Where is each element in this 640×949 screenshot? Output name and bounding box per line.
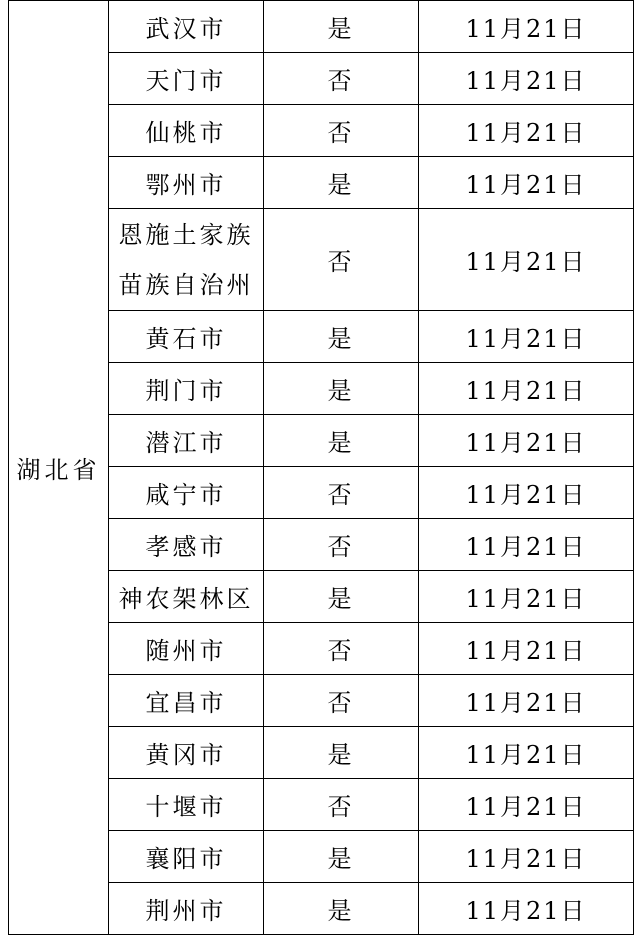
date-cell: 11月21日 [419, 571, 634, 623]
city-cell: 十堰市 [109, 779, 264, 831]
province-cell: 湖北省 [9, 1, 109, 935]
flag-cell: 否 [264, 53, 419, 105]
date-cell: 11月21日 [419, 1, 634, 53]
city-line-1: 恩施土家族 [118, 220, 254, 249]
date-cell: 11月21日 [419, 105, 634, 157]
table-row [9, 1, 634, 53]
flag-cell: 否 [264, 623, 419, 675]
date-cell: 11月21日 [419, 623, 634, 675]
flag-cell: 是 [264, 363, 419, 415]
city-cell: 黄冈市 [109, 727, 264, 779]
date-cell: 11月21日 [419, 883, 634, 935]
flag-cell: 是 [264, 727, 419, 779]
flag-cell: 是 [264, 1, 419, 53]
city-cell: 荆州市 [109, 883, 264, 935]
city-cell: 襄阳市 [109, 831, 264, 883]
date-cell: 11月21日 [419, 467, 634, 519]
flag-cell: 是 [264, 415, 419, 467]
date-cell: 11月21日 [419, 415, 634, 467]
flag-cell: 是 [264, 571, 419, 623]
city-line-2: 苗族自治州 [118, 270, 254, 299]
date-cell: 11月21日 [419, 519, 634, 571]
flag-cell: 否 [264, 519, 419, 571]
document-page [8, 0, 633, 945]
date-cell: 11月21日 [419, 209, 634, 311]
date-cell: 11月21日 [419, 831, 634, 883]
city-cell: 仙桃市 [109, 105, 264, 157]
date-cell: 11月21日 [419, 779, 634, 831]
flag-cell: 是 [264, 831, 419, 883]
date-cell: 11月21日 [419, 311, 634, 363]
city-cell: 黄石市 [109, 311, 264, 363]
flag-cell: 是 [264, 157, 419, 209]
city-cell: 鄂州市 [109, 157, 264, 209]
date-cell: 11月21日 [419, 727, 634, 779]
city-cell: 咸宁市 [109, 467, 264, 519]
flag-cell: 是 [264, 883, 419, 935]
date-cell: 11月21日 [419, 53, 634, 105]
date-cell: 11月21日 [419, 363, 634, 415]
flag-cell: 否 [264, 467, 419, 519]
city-cell: 孝感市 [109, 519, 264, 571]
city-cell [109, 209, 264, 311]
flag-cell: 是 [264, 311, 419, 363]
city-cell: 潜江市 [109, 415, 264, 467]
date-cell: 11月21日 [419, 157, 634, 209]
city-cell: 随州市 [109, 623, 264, 675]
city-cell: 宜昌市 [109, 675, 264, 727]
city-cell: 武汉市 [109, 1, 264, 53]
city-cell: 天门市 [109, 53, 264, 105]
flag-cell: 否 [264, 675, 419, 727]
date-cell: 11月21日 [419, 675, 634, 727]
flag-cell: 否 [264, 105, 419, 157]
flag-cell: 否 [264, 779, 419, 831]
city-table [8, 0, 634, 935]
flag-cell: 否 [264, 209, 419, 311]
city-cell: 神农架林区 [109, 571, 264, 623]
city-cell: 荆门市 [109, 363, 264, 415]
